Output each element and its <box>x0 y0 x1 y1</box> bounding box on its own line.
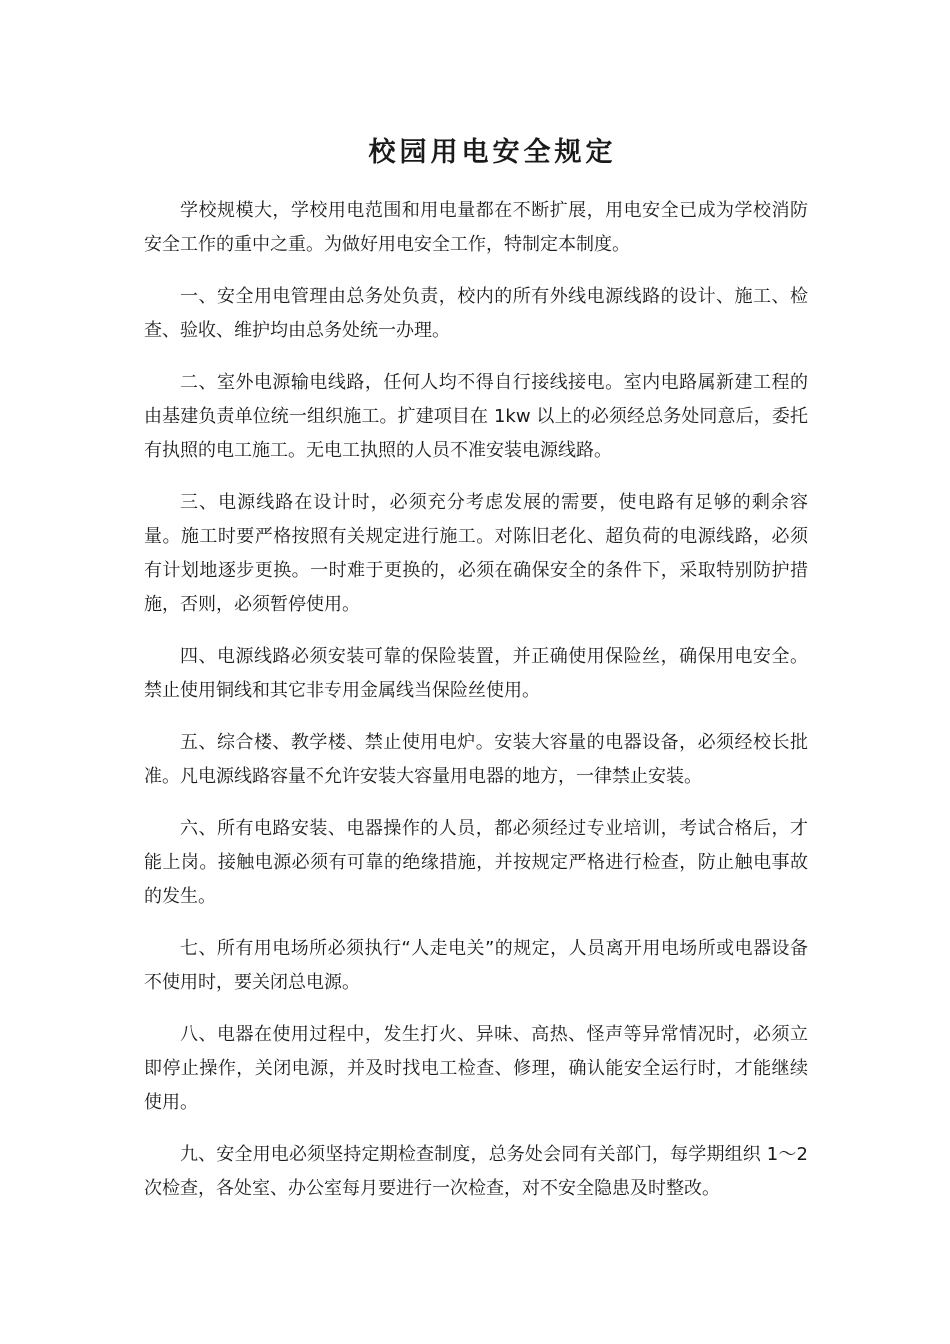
paragraph-rule-2: 二、室外电源输电线路，任何人均不得自行接线接电。室内电路属新建工程的由基建负责单位统一组织施工。扩建项目在 1kw 以上的必须经总务处同意后，委托有执照的电工施工。无电工执照的人员不准安装电源线路。 <box>144 372 808 461</box>
paragraph-rule-7: 七、所有用电场所必须执行“人走电关”的规定，人员离开用电场所或电器设备不使用时，要关闭总电源。 <box>144 938 808 993</box>
paragraph-rule-8: 八、电器在使用过程中，发生打火、异味、高热、怪声等异常情况时，必须立即停止操作，关闭电源，并及时找电工检查、修理，确认能安全运行时，才能继续使用。 <box>144 1024 808 1113</box>
paragraph-rule-4: 四、电源线路必须安装可靠的保险装置，并正确使用保险丝，确保用电安全。禁止使用铜线和其它非专用金属线当保险丝使用。 <box>144 646 808 701</box>
document-body <box>144 194 808 1224</box>
document-title: 校园用电安全规定 <box>368 137 617 168</box>
paragraph-rule-3: 三、电源线路在设计时，必须充分考虑发展的需要，使电路有足够的剩余容量。施工时要严格按照有关规定进行施工。对陈旧老化、超负荷的电源线路，必须有计划地逐步更换。一时难于更换的，必须在确保安全的条件下，采取特别防护措施，否则，必须暂停使用。 <box>144 492 808 615</box>
paragraph-rule-5: 五、综合楼、教学楼、禁止使用电炉。安装大容量的电器设备，必须经校长批准。凡电源线路容量不允许安装大容量用电器的地方，一律禁止安装。 <box>144 732 808 787</box>
paragraph-rule-9: 九、安全用电必须坚持定期检查制度，总务处会同有关部门，每学期组织 1～2 次检查，各处室、办公室每月要进行一次检查，对不安全隐患及时整改。 <box>144 1144 808 1199</box>
paragraph-intro: 学校规模大，学校用电范围和用电量都在不断扩展，用电安全已成为学校消防安全工作的重中之重。为做好用电安全工作，特制定本制度。 <box>144 200 808 255</box>
paragraph-rule-1: 一、安全用电管理由总务处负责，校内的所有外线电源线路的设计、施工、检查、验收、维护均由总务处统一办理。 <box>144 286 808 341</box>
paragraph-rule-6: 六、所有电路安装、电器操作的人员，都必须经过专业培训，考试合格后，才能上岗。接触电源必须有可靠的绝缘措施，并按规定严格进行检查，防止触电事故的发生。 <box>144 818 808 907</box>
